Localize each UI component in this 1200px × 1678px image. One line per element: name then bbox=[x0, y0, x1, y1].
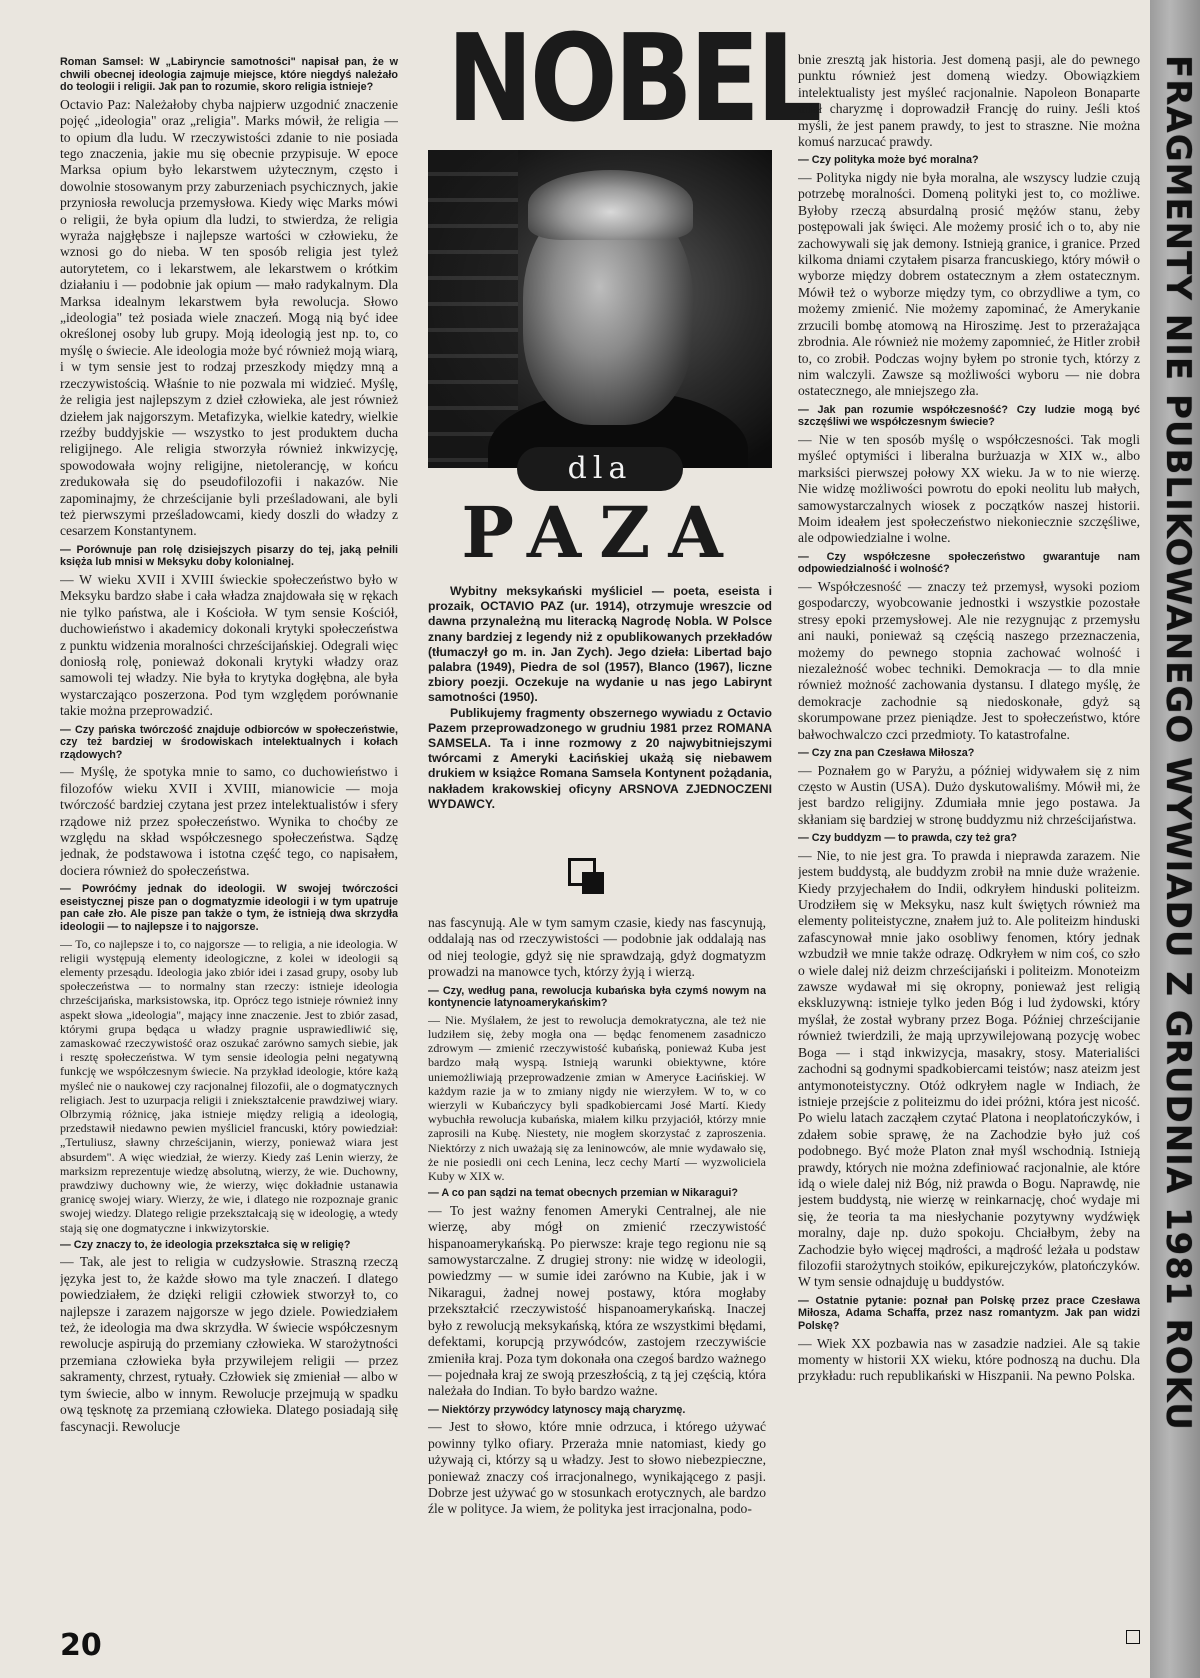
interview-answer: Octavio Paz: Należałoby chyba najpierw uzgodnić znaczenie pojęć „ideologia" oraz „religia". Marks mówił, że religia — to opium dla ludu. W rzeczywistości zdanie to nie posiada tego znaczenia, jakie mu się obecnie przypisuje. W epoce Marksa opium było lekarstwem użytecznym, często i dowolnie stosowanym przy zaburzeniach psychicznych, jakie przyniosła rewolucja przemysłowa. Kiedy więc Marks mówi o religii, że była opium dla ludzi, to stwierdza, że religia wyraża najgłębsze i najlepsze wartości w człowieku, że wznosi go do nieba. W ten sposób religia jest tyleż autorytetem, co i lekarstwem, ale lekarstwem o krótkim działaniu i — podobnie jak opium — mało radykalnym. Dla Marksa idealnym lekarstwem była rewolucja. Słowo „ideologia" też posiada wiele znaczeń. Mogą nią być idee określonej osoby lub grupy. Moją ideologią jest np. to, co myślę o świecie. Ale ideologia może być również moją wiarą, i w tym sensie jest to rodzaj przeszkody między mną a rzeczywistością. Właśnie to nie pozwala mi widzieć. Myślę, że religia jest najlepszym z dzieł człowieka, ale jest również dziełem jak najgorszym. Metafizyka, wielkie katedry, wielkie rzeźby buddyjskie — wszystko to jest produktem ducha religijnego. Ale religia stworzyła również inkwizycję, spowodowała wojny religijne, nietolerancję, w końcu zredukowała się do pseudofilozofii i nakazów. Nie zapominajmy, że chrześcijanie byli prześladowani, ale byli też pierwszymi prześladowcami, kiedy doszli do władzy z cesarzem Konstantynem. bbox=[60, 96, 398, 539]
column-left bbox=[60, 52, 398, 1592]
interview-question: — Czy współczesne społeczeństwo gwarantuje nam odpowiedzialność i wolność? bbox=[798, 550, 1140, 576]
interview-answer: — Nie w ten sposób myślę o współczesności. Tak mogli myśleć optymiści i liberalna burżuazja w XIX w., albo marksiści pierwszej połowy XX wieku. Ja w to nie wierzę. Nie widzę możliwości powrotu do epoki neolitu lub małych, samowystarczalnych wiosek z początków naszej historii. Moim ideałem jest społeczeństwo niekoniecznie szczęśliwe, ale odpowiedzialne i wolne. bbox=[798, 431, 1140, 546]
interview-question: — Powróćmy jednak do ideologii. W swojej twórczości eseistycznej pisze pan o dogmatyzmie ideologii i w tym upatruje pan całe zło. Ale pisze pan także o tym, że istnieją dwa skrzydła ideologii — to najlepsze i to najgorsze. bbox=[60, 883, 398, 933]
interview-question: — Czy zna pan Czesława Miłosza? bbox=[798, 747, 975, 759]
interview-question: — Czy, według pana, rewolucja kubańska była czymś nowym na kontynencie latynoamerykańskim? bbox=[428, 984, 766, 1010]
section-mark-icon bbox=[568, 858, 608, 898]
interview-question: — Czy buddyzm — to prawda, czy też gra? bbox=[798, 832, 1017, 845]
interview-answer: — Nie, to nie jest gra. To prawda i nieprawda zarazem. Nie jestem buddystą, ale buddyzm zrobił na mnie duże wrażenie. Kiedy przyjechałem do Indii, odkryłem hinduski politeizm. Urodziłem się w Meksyku, nasz kult świętych również ma elementy politeistyczne, znałem już to. Ale politeizm hinduski zafascynował mnie jako osobliwy fenomen, który jednak wzbudził we mnie także odrazę. Odkryłem w nim coś, co szło o wiele dalej niż deizm chrześcijański i politeizm. Monoteizm zawsze wydawał mi się okropny, ponieważ jest religią ekskluzywną: istnieje tylko jeden Bóg i lud żydowski, który myślał, że został wybrany przez Boga. Później chrześcijanie również twierdzili, że mają uprzywilejowaną pozycję wobec Boga — i stąd inkwizycja, masakry, stosy. Materialiści zachodni są godnymi spadkobiercami teistów; nasz ateizm jest antymonoteistyczny. Otóż odkryłem nagle w Indiach, że istnieje przejście z politeizmu do idei próżni, która jest nicość. Po wielu latach zacząłem czytać Platona i neoplatończyków, i zdałem sobie sprawę, że na Zachodzie było już coś podobnego. Być może Platon znał myśl wschodnią. Istnieją prawdy, których nie można zdefiniować racjonalnie, ale które idą o wiele dalej niż Bóg, niż prawda o Bogu. Naprawdę, nie jestem buddystą, nie wierzę w reinkarnację, choć wydaje mi się, że teoria ta ma niesłychanie pozytywny wydźwięk moralny, daje np. dużo spokoju. Chciałbym, żeby na Zachodzie było więcej mądrości, a mądrość leżała u podstaw filozofii starożytnych stoików, epikurejczyków, platończyków. W tym sensie odnajduję u buddystów. bbox=[798, 847, 1140, 1290]
author-photo bbox=[428, 150, 772, 468]
interview-answer: — Współczesność — znaczy też przemysł, wysoki poziom gospodarczy, wyobcowanie jednostki i wszystkie pozostałe stresy epoki przemysłowej. Ale nie rezygnując z przemysłu ani nauki, ponieważ są częścią naszego przeznaczenia, możemy do pewnego stopnia zachować wolność i niezależność wobec techniki. Demokracja — to dla mnie również możność zachowania dystansu. I dlatego myślę, że demokracje zachodnie są niedoskonałe, gdyż są skorumpowane przez pieniądze. Jest to społeczeństwo, które bałwochwalczo czci przedmioty. To katastrofalne. bbox=[798, 578, 1140, 742]
interview-question: — Niektórzy przywódcy latynoscy mają charyzmę. bbox=[428, 1403, 686, 1416]
interview-answer: — Jest to słowo, które mnie odrzuca, i którego używać powinny tylko ofiary. Przeraża mnie natomiast, kiedy go używają ci, którzy są u władzy. Jest to słowo niebezpieczne, ponieważ znaczy coś irracjonalnego, wynikającego z pasji. Dobrze jest używać go w stosunkach erotycznych, ale bardzo źle w polityce. Ja wiem, że polityka jest irracjonalna, podo- bbox=[428, 1419, 766, 1517]
lead-paragraph bbox=[428, 584, 772, 812]
interview-question: — Porównuje pan rolę dzisiejszych pisarzy do tej, jaką pełnili księża lub mnisi w Meksyku doby kolonialnej. bbox=[60, 543, 398, 569]
sidebar-caption: FRAGMENTY NIE PUBLIKOWANEGO WYWIADU Z GRUDNIA 1981 ROKU bbox=[1158, 55, 1198, 1431]
headline-paza: PAZA bbox=[461, 491, 741, 574]
page-number: 20 bbox=[60, 1628, 102, 1663]
interview-question: — Czy pańska twórczość znajduje odbiorców w społeczeństwie, czy też bardziej w środowiskach intelektualnych i kołach rządowych? bbox=[60, 723, 398, 761]
headline-nobel: NOBEL bbox=[446, 10, 819, 149]
interview-question: — Jak pan rozumie współczesność? Czy ludzie mogą być szczęśliwi we współczesnym świecie? bbox=[798, 403, 1140, 429]
interview-answer: — Poznałem go w Paryżu, a później widywałem się z nim często w Austin (USA). Dużo dyskutowaliśmy. Mówił mi, że jest bardzo religijny. Zdumiała mnie jego postawa. Ja skłaniam się bardziej w stronę buddyzmu niż chrześcijaństwa. bbox=[798, 762, 1140, 827]
interview-question: — A co pan sądzi na temat obecnych przemian w Nikaragui? bbox=[428, 1187, 738, 1200]
photo-hair bbox=[528, 170, 693, 240]
interview-answer: — To jest ważny fenomen Ameryki Centralnej, ale nie wierzę, aby mógł on zmienić rzeczywistość hispanoamerykańską. Po pierwsze: kraje tego regionu nie są samowystarczalne. Z drugiej strony: nie widzę w ideologii, powiedzmy — w sumie idei zarówno na Kubie, jak i w Nikaragui, żadnej nowej postawy, która mogłaby przekształcić rzeczywistość hispanoamerykańską. Inaczej było z rewolucją meksykańską, która ze wszystkimi błędami, defektami, korupcją przywódców, zastojem rzeczywiście zmieniła kraj. Poza tym dokonała ona czegoś bardzo ważnego — pojednała kraj ze swoją przeszłością, z tą jej częścią, która należała do Indian. To było bardzo ważne. bbox=[428, 1202, 766, 1399]
interview-answer: — Tak, ale jest to religia w cudzysłowie. Straszną rzeczą języka jest to, że każde słowo ma tyle znaczeń. I dlatego powiedziałem, że dzięki religii człowiek stworzył to, co najlepsze i zarazem najgorsze w jego dziele. Powiedziałem też, że ideologia ma dwa skrzydła. W świecie współczesnym rewolucje aspirują do przemiany człowieka. W starożytności przemiana człowieka była przywilejem religii — przez sakramenty, chrzest, rytuały. Człowiek się zmieniał — albo w tym świecie, albo w innym. Rewolucje przejmują w spadku ową tęsknotę za przemianą człowieka. Dlatego posiadają siłę fascynacji. Rewolucje bbox=[60, 1254, 398, 1434]
interview-answer: nas fascynują. Ale w tym samym czasie, kiedy nas fascynują, oddalają nas od rzeczywistości — podobnie jak oddalają nas od niej teologie, gdyż się nie sprawdzają, gdyż dogmatyzm prowadzi na manowce tych, którzy żyją i wierzą. bbox=[428, 915, 766, 980]
interview-question: — Ostatnie pytanie: poznał pan Polskę przez prace Czesława Miłosza, Adama Schaffa, przez nasz romantyzm. Jak pan widzi Polskę? bbox=[798, 1294, 1140, 1332]
column-middle bbox=[428, 915, 766, 1595]
end-of-article-icon bbox=[1126, 1630, 1140, 1644]
interview-answer: — Polityka nigdy nie była moralna, ale wszyscy ludzie czują potrzebę moralności. Domeną polityki jest to, co możliwe. Byłoby rzeczą absurdalną prosić mężów stanu, żeby postępowali jak święci. Ale możemy prosić ich o to, aby nie zachowywali się jak demony. Istnieją granice, i granice. Przed kilkoma dniami czytałem pisarza francuskiego, który mówił o wyborze między dobrem ostatecznym a złem ostatecznym. Mówił też o wyborze między tym, co obrzydliwe a tym, co możemy zmienić. Nie możemy zapominać, że Amerykanie zrzucili bombę atomową na Hiroszimę. Jest to przerażająca zbrodnia. Ale również nie możemy zapomnieć, że Hitler zrobił to, co zrobił. Podczas wojny byłem po stronie tych, którzy z nim walczyli. Zawsze są możliwości wyboru — nie dobra ostatecznego, ale mniejszego zła. bbox=[798, 170, 1140, 399]
headline-dla: dla bbox=[517, 447, 683, 491]
interview-answer-small: — Nie. Myślałem, że jest to rewolucja demokratyczna, ale też nie ludziłem się, żeby mogła ona — będąc fenomenem zasadniczo zdrowym — zmienić rzeczywistość kubańską, ponieważ Kuba jest bardzo małą wyspą. Istnieją warunki obiektywne, które uniemożliwiają przeprowadzenie zmian w Ameryce Łacińskiej. W każdym razie ja w to zmiany nigdy nie wierzyłem. W to, w co wierzyli w Kubańczycy byli spadkobiercami José Martí. Kiedy wybuchła rewolucja kubańska, miałem kilku przyjaciół, którzy mnie zaprosili na Kubę. Niestety, nie mogłem skorzystać z zaproszenia. Niektórzy z nich uważają się za leninowców, ale mnie wydawało się, że nie posiedli oni cech Lenina, lecz cechy Martí — wyzwoliciela Kuby w XIX w. bbox=[428, 1012, 766, 1184]
lead-publication-note: Publikujemy fragmenty obszernego wywiadu z Octavio Pazem przeprowadzonego w grudniu 1981 przez ROMANA SAMSELA. Ta i inne rozmowy z 20 najwybitniejszymi twórcami z Ameryki Łacińskiej ukażą się niebawem drukiem w książce Romana Samsela Kontynent pożądania, nakładem krakowskiej oficyny ARSNOVA ZJEDNOCZENI WYDAWCY. bbox=[428, 705, 772, 811]
interview-answer: — Myślę, że spotyka mnie to samo, co duchowieństwo i filozofów wieku XVII i XVIII, mianowicie — moja twórczość bardziej czytana jest przez intelektualistów i sfery rządowe niż przez społeczeństwo. Wynika to choćby ze względu na skład współczesnego społeczeństwa. Sądzę jednak, że podstawowa i istotna część tego, co napisałem, dociera również do społeczeństwa. bbox=[60, 764, 398, 878]
interview-answer: — W wieku XVII i XVIII świeckie społeczeństwo było w Meksyku bardzo słabe i cała władza znajdowała się w rękach nie tylko państwa, ale i Kościoła. W tym sensie Kościół, duchowieństwo i akademicy dokonali krytyki społeczeństwa z punktu widzenia moralności chrześcijańskiej. Odegrali więc doniosłą rolę, ponieważ dokonali krytyki władzy oraz samowoli tej władzy. Nie była to krytyka dogłębna, ale była wystarczająco poszerzona. Pod tym względem porównanie takie można przeprowadzić. bbox=[60, 571, 398, 719]
interview-answer-small: — To, co najlepsze i to, co najgorsze — to religia, a nie ideologia. W religii występują elementy ideologiczne, z kolei w ideologii są elementy przesądu. Ideologia jako zbiór idei i zasad grupy, osoby lub społeczeństwa — to normalny stan rzeczy: istnieje ideologia chrześcijańska, marksistowska, itp. Oprócz tego istnieje również inny aspekt słowa „ideologia", mający inne znaczenie. Jest to zbiór zasad, którymi grupa będąca u władzy pragnie usprawiedliwić się, zamaskować rzeczywistość oraz oszukać zarówno samych siebie, jak i resztę społeczeństwa. W tym sensie ideologia pełni negatywną funkcję we współczesnym świecie. Na przykład ideologie, które każą myśleć nie o naukowej czy racjonalnej filozofii, ale o dogmatycznych religiach. Jest to uzurpacja religii i zniekształcenie prawdziwej wiary. Olbrzymią różnicę, jaka istnieje między religią a ideologią, przedstawił niedawno pewien myśliciel francuski, który powiedział: „Tertuliusz, sławny chrześcijanin, wierzy, ponieważ wiara jest absurdem". A więc wiedział, że wierzy. Kiedy zaś Lenin wierzy, że marksizm reprezentuje wiedzę absolutną, wierzy, że wie. Duchowny, prawdziwy duchowny wie, że wierzy, więc dokładnie ustanawia granicę swojej wiary. Wierzy, że wie, i dlatego nie rozpoznaje granic swojej wiedzy. Dlatego religie przekształcają się w ideologię, a wtedy stają się one dogmatyczne i inkwizytorskie. bbox=[60, 936, 398, 1235]
interview-question: — Czy polityka może być moralna? bbox=[798, 154, 979, 167]
column-right bbox=[798, 52, 1140, 1652]
lead-intro: Wybitny meksykański myśliciel — poeta, eseista i prozaik, OCTAVIO PAZ (ur. 1914), otrzymuje wreszcie od dawna przynależną mu literacką Nagrodę Nobla. W Polsce znany bardziej z legendy niż z opublikowanych przekładów (tłumaczył go m. in. Jan Zych). Jego dzieła: Libertad bajo palabra (1949), Piedra de sol (1957), Blanco (1967), liczne zbiory poezji. Oczekuje na wydanie u nas jego Labirynt samotności (1950). bbox=[428, 584, 772, 705]
interview-question: — Czy znaczy to, że ideologia przekształca się w religię? bbox=[60, 1238, 351, 1251]
interview-answer: — Wiek XX pozbawia nas w zasadzie nadziei. Ale są takie momenty w historii XX wieku, które podnoszą na duchu. Dla przykładu: ruch republikański w Hiszpanii. Na pewno Polska. bbox=[798, 1335, 1140, 1384]
interview-answer: bnie zresztą jak historia. Jest domeną pasji, ale do pewnego punktu również jest domeną wiedzy. Obowiązkiem intelektualisty jest myśleć racjonalnie. Napoleon Bonaparte miał charyzmę i doprowadził Francję do ruiny. Jeśli ktoś myśli, że jest panem prawdy, to jest to straszne. Nie można komuś narzucać prawdy. bbox=[798, 52, 1140, 150]
interview-question: Roman Samsel: W „Labiryncie samotności" napisał pan, że w chwili obecnej ideologia zajmuje miejsce, które niegdyś należało do teologii i religii. Jak pan to rozumie, skoro religia istnieje? bbox=[60, 56, 398, 94]
